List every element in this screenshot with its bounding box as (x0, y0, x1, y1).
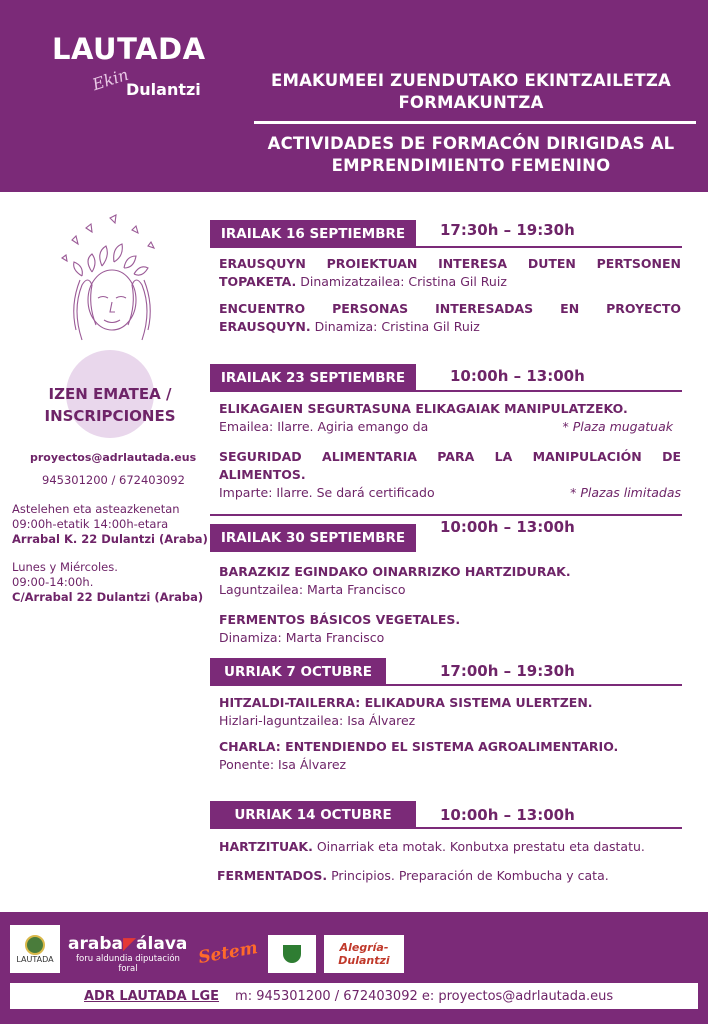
logo-lautada-footer (10, 925, 60, 973)
activity-item (219, 611, 681, 647)
activity-detail: Imparte: Ilarre. Se dará certificado (219, 485, 435, 500)
footer-contact-bar (10, 983, 698, 1009)
title-spanish (236, 133, 706, 177)
activity-detail: Hizlari-laguntzailea: Isa Álvarez (219, 713, 416, 728)
logo-araba-subtext: foru aldundia diputación foral (76, 954, 180, 974)
activity-title: HITZALDI-TAILERRA: ELIKADURA SISTEMA ULERTZEN. (219, 695, 593, 710)
activity-note: * Plazas limitadas (570, 485, 681, 500)
activity-detail: Ponente: Isa Álvarez (219, 757, 347, 772)
header-divider (254, 121, 696, 124)
logo-lautada: LAUTADA (52, 32, 206, 66)
basque-shield-icon (283, 945, 301, 963)
title-spanish-line-1: ACTIVIDADES DE FORMACÓN DIRIGIDAS AL (267, 134, 675, 153)
lautada-emblem-icon (25, 935, 45, 955)
activity-detail: Oinarriak eta motak. Konbutxa prestatu eta dastatu. (312, 839, 645, 854)
logo-alegria-dulantzi: Alegría-Dulantzi (324, 935, 404, 973)
footer-org-link[interactable]: ADR LAUTADA LGE (84, 988, 220, 1004)
hours-spanish-days: Lunes y Miércoles. (12, 560, 118, 574)
activity-detail: Emailea: Ilarre. Agiria emango da (219, 419, 429, 434)
activity-item (219, 300, 681, 336)
title-basque-line-1: EMAKUMEEI ZUENDUTAKO EKINTZAILETZA (270, 71, 671, 90)
session-time: 17:00h – 19:30h (440, 662, 575, 680)
address-basque: Arrabal K. 22 Dulantzi (Araba) (12, 532, 208, 546)
registration-title-line-1: IZEN EMATEA / (48, 385, 172, 403)
activity-title: CHARLA: ENTENDIENDO EL SISTEMA AGROALIMENTARIO. (219, 739, 619, 754)
logo-lautada-footer-text: LAUTADA (16, 954, 54, 964)
activity-title: ENCUENTRO PERSONAS INTERESADAS EN PROYECTO ERAUSQUYN. (219, 301, 681, 334)
activity-title: FERMENTADOS. (217, 868, 328, 883)
title-basque-line-2: FORMAKUNTZA (398, 93, 544, 112)
activity-title: SEGURIDAD ALIMENTARIA PARA LA MANIPULACIÓN DE ALIMENTOS. (219, 449, 681, 482)
activity-title: ELIKAGAIEN SEGURTASUNA ELIKAGAIAK MANIPULATZEKO. (219, 401, 628, 416)
registration-title (20, 383, 200, 427)
address-spanish: C/Arrabal 22 Dulantzi (Araba) (12, 590, 204, 604)
logo-dulantzi: Dulantzi (126, 80, 201, 99)
activity-item (219, 563, 681, 599)
title-basque (236, 70, 706, 114)
contact-phone: 945301200 / 672403092 (42, 473, 185, 487)
activity-detail: Dinamiza: Marta Francisco (219, 630, 385, 645)
activity-detail: Dinamiza: Cristina Gil Ruiz (310, 319, 480, 334)
activity-item (219, 738, 681, 774)
session-divider (210, 827, 682, 829)
session-date-badge: URRIAK 7 OCTUBRE (210, 658, 386, 686)
registration-title-line-2: INSCRIPCIONES (44, 407, 176, 425)
session-divider (210, 246, 682, 248)
activity-detail: Dinamizatzailea: Cristina Gil Ruiz (296, 274, 507, 289)
hours-basque-days: Astelehen eta asteazkenetan (12, 502, 180, 516)
activity-item (219, 448, 681, 502)
face-with-butterflies-icon (52, 210, 172, 350)
hours-spanish-time: 09:00-14:00h. (12, 575, 94, 589)
session-divider (210, 684, 682, 686)
activity-detail: Principios. Preparación de Kombucha y cata. (327, 868, 609, 883)
activity-item (217, 867, 679, 885)
session-date-badge: URRIAK 14 OCTUBRE (210, 801, 416, 829)
session-time: 17:30h – 19:30h (440, 221, 575, 239)
session-time: 10:00h – 13:00h (450, 367, 585, 385)
activity-item (219, 400, 681, 436)
activity-title: BARAZKIZ EGINDAKO OINARRIZKO HARTZIDURAK. (219, 564, 571, 579)
activity-note: * Plaza mugatuak (562, 419, 673, 434)
session-time: 10:00h – 13:00h (440, 806, 575, 824)
session-date-badge: IRAILAK 30 SEPTIEMBRE (210, 524, 416, 552)
contact-email[interactable]: proyectos@adrlautada.eus (30, 451, 197, 464)
logo-ekin: Ekin (89, 64, 131, 95)
logo-setem: Setem (196, 937, 260, 969)
logo-araba-text: araba (68, 934, 123, 954)
footer-contact: m: 945301200 / 672403092 e: proyectos@adrlautada.eus (235, 988, 614, 1004)
title-spanish-line-2: EMPRENDIMIENTO FEMENINO (331, 156, 611, 175)
activity-item (219, 694, 681, 730)
activity-detail: Laguntzailea: Marta Francisco (219, 582, 406, 597)
activity-item (219, 838, 681, 856)
activity-item (219, 255, 681, 291)
hours-basque-time: 09:00h-etatik 14:00h-etara (12, 517, 169, 531)
logo-alava-text: álava (136, 934, 188, 954)
activity-title: FERMENTOS BÁSICOS VEGETALES. (219, 612, 461, 627)
activity-title: HARTZITUAK. (219, 839, 313, 854)
session-divider (210, 390, 682, 392)
session-divider (210, 514, 682, 516)
logo-araba-alava: araba◤álava foru aldundia diputación foral (68, 934, 188, 974)
session-date-badge: IRAILAK 16 SEPTIEMBRE (210, 220, 416, 248)
session-time: 10:00h – 13:00h (440, 518, 575, 536)
logo-basque-government (268, 935, 316, 973)
activity-title: ERAUSQUYN PROIEKTUAN INTERESA DUTEN PERTSONEN TOPAKETA. (219, 256, 681, 289)
session-date-badge: IRAILAK 23 SEPTIEMBRE (210, 364, 416, 392)
